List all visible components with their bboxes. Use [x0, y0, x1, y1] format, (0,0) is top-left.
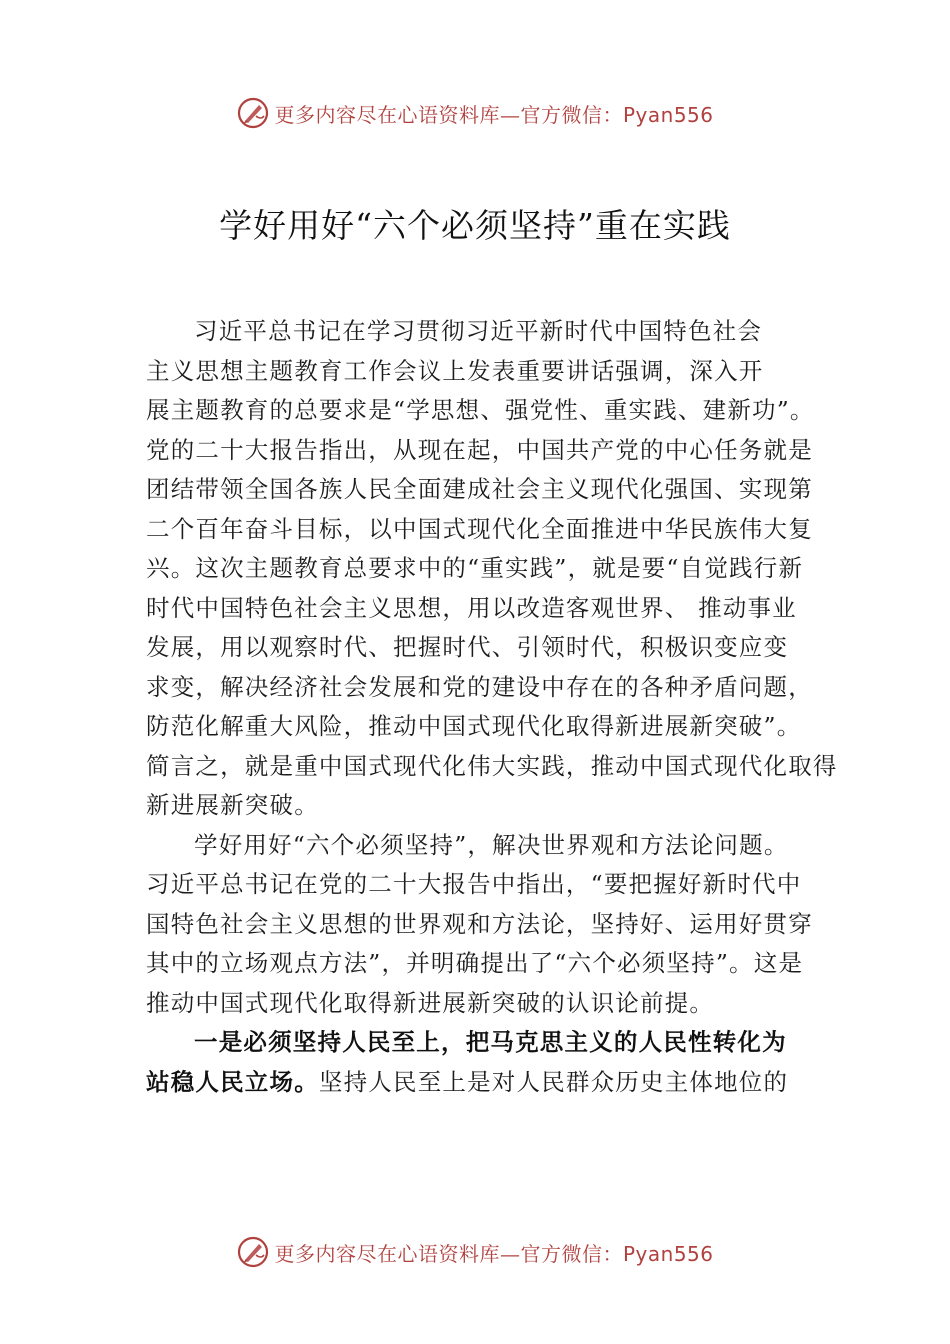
bold-heading-text: 一是必须坚持人民至上，把马克思主义的人民性转化为: [194, 1028, 787, 1056]
body-line: 兴。这次主题教育总要求中的“重实践”，就是要“自觉践行新: [146, 554, 804, 582]
body-line: 国特色社会主义思想的世界观和方法论，坚持好、运用好贯穿: [146, 909, 813, 938]
body-line: 时代中国特色社会主义思想，用以改造客观世界、 推动事业: [146, 593, 797, 622]
body-line: 展主题教育的总要求是“学思想、强党性、重实践、建新功”。: [146, 396, 815, 424]
footer-wechat-id: Pyan556: [622, 1241, 714, 1266]
header-banner-label: 更多内容尽在心语资料库—官方微信：: [274, 102, 623, 127]
footer-banner-text: [274, 1238, 713, 1267]
body-line: 习近平总书记在党的二十大报告中指出，“要把握好新时代中: [146, 870, 802, 898]
body-line: 发展，用以观察时代、把握时代、引领时代，积极识变应变: [146, 633, 789, 661]
body-line-mixed: [146, 1063, 816, 1103]
footer-banner: [0, 1232, 950, 1272]
pen-circle-logo-icon: [236, 1235, 270, 1269]
document-title: 学好用好“六个必须坚持”重在实践: [219, 206, 731, 245]
pen-circle-logo-icon: [236, 96, 270, 130]
body-line: 学好用好“六个必须坚持”，解决世界观和方法论问题。: [194, 830, 789, 859]
header-wechat-id: Pyan556: [622, 102, 714, 127]
body-line-bold: [146, 1023, 816, 1063]
body-line: 主义思想主题教育工作会议上发表重要讲话强调，深入开: [146, 356, 764, 385]
footer-banner-label: 更多内容尽在心语资料库—官方微信：: [274, 1241, 623, 1266]
body-line-text: 坚持人民至上是对人民群众历史主体地位的: [318, 1067, 789, 1096]
body-line: 二个百年奋斗目标，以中国式现代化全面推进中华民族伟大复: [146, 514, 813, 543]
body-line: 推动中国式现代化取得新进展新突破的认识论前提。: [146, 988, 715, 1017]
body-line: 简言之，就是重中国式现代化伟大实践，推动中国式现代化取得: [146, 751, 838, 780]
body-line: 其中的立场观点方法”，并明确提出了“六个必须坚持”。这是: [146, 949, 804, 977]
body-line: 团结带领全国各族人民全面建成社会主义现代化强国、实现第: [146, 475, 813, 503]
bold-heading-text: 站稳人民立场。: [146, 1067, 319, 1096]
body-line: 新进展新突破。: [146, 791, 319, 819]
body-line: 求变，解决经济社会发展和党的建设中存在的各种矛盾问题，: [146, 672, 813, 701]
header-banner: [0, 93, 950, 133]
body-line: 习近平总书记在学习贯彻习近平新时代中国特色社会: [194, 317, 763, 345]
body-line: 党的二十大报告指出，从现在起，中国共产党的中心任务就是: [146, 435, 813, 464]
header-banner-text: [274, 99, 713, 128]
document-body: [146, 312, 838, 1102]
body-line: 防范化解重大风险，推动中国式现代化取得新进展新突破”。: [146, 712, 802, 740]
